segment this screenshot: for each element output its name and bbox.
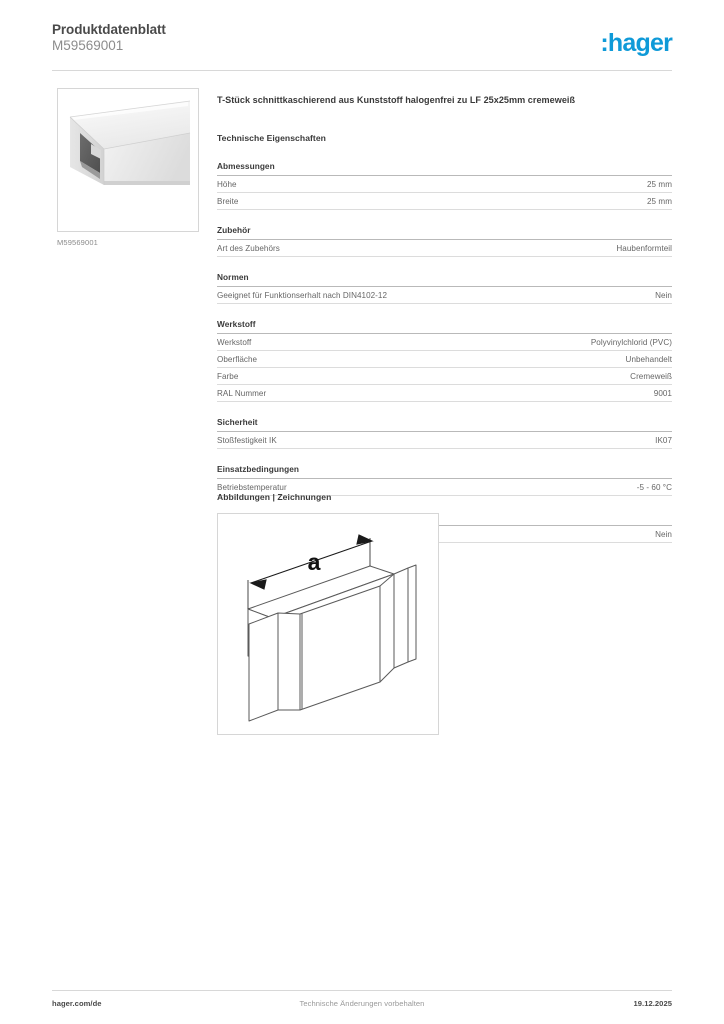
spec-label: RAL Nummer bbox=[217, 389, 267, 398]
spec-value: 9001 bbox=[653, 389, 672, 398]
footer-divider bbox=[52, 990, 672, 991]
spec-value: Nein bbox=[655, 530, 672, 539]
page-header bbox=[52, 22, 672, 70]
spec-row bbox=[217, 287, 672, 304]
spec-row bbox=[217, 193, 672, 210]
product-title: T-Stück schnittkaschierend aus Kunststoff halogenfrei zu LF 25x25mm cremeweiß bbox=[217, 95, 576, 105]
footer-website[interactable]: hager.com/de bbox=[52, 999, 102, 1008]
spec-row bbox=[217, 351, 672, 368]
spec-label: Stoßfestigkeit IK bbox=[217, 436, 277, 445]
drawings-title: Abbildungen | Zeichnungen bbox=[217, 492, 332, 502]
spec-group-title: Einsatzbedingungen bbox=[217, 464, 672, 479]
spec-value: Nein bbox=[655, 291, 672, 300]
spec-value: IK07 bbox=[655, 436, 672, 445]
spec-label: Höhe bbox=[217, 180, 237, 189]
spec-group bbox=[217, 319, 672, 402]
spec-group-title: Werkstoff bbox=[217, 319, 672, 334]
dimension-label-a: a bbox=[307, 549, 321, 575]
spec-group bbox=[217, 272, 672, 304]
spec-groups bbox=[217, 161, 672, 543]
spec-value: Haubenformteil bbox=[616, 244, 672, 253]
spec-label: Art des Zubehörs bbox=[217, 244, 280, 253]
header-divider bbox=[52, 70, 672, 71]
footer-disclaimer: Technische Änderungen vorbehalten bbox=[299, 999, 425, 1008]
spec-group bbox=[217, 225, 672, 257]
spec-label: Werkstoff bbox=[217, 338, 252, 347]
technical-drawing-t-piece bbox=[218, 514, 438, 734]
spec-label: Geeignet für Funktionserhalt nach DIN4102-12 bbox=[217, 291, 388, 300]
spec-value: Polyvinylchlorid (PVC) bbox=[590, 338, 672, 347]
spec-group bbox=[217, 417, 672, 449]
footer-date: 19.12.2025 bbox=[633, 999, 672, 1008]
spec-row bbox=[217, 385, 672, 402]
page-footer bbox=[52, 999, 672, 1008]
spec-value: 25 mm bbox=[647, 180, 672, 189]
spec-group-title: Normen bbox=[217, 272, 672, 287]
spec-label: Farbe bbox=[217, 372, 239, 381]
specs-caption: Technische Eigenschaften bbox=[217, 133, 326, 143]
spec-label: Oberfläche bbox=[217, 355, 258, 364]
spec-value: Cremeweiß bbox=[630, 372, 672, 381]
product-image-box bbox=[57, 88, 199, 232]
spec-label: Breite bbox=[217, 197, 239, 206]
spec-group bbox=[217, 161, 672, 210]
spec-group-title: Zubehör bbox=[217, 225, 672, 240]
page-title: Produktdatenblatt bbox=[52, 22, 166, 37]
spec-group-title: Abmessungen bbox=[217, 161, 672, 176]
spec-group-title: Sicherheit bbox=[217, 417, 672, 432]
product-photo-t-piece bbox=[58, 89, 198, 231]
drawings-section bbox=[217, 492, 672, 735]
spec-value: Unbehandelt bbox=[625, 355, 672, 364]
spec-row bbox=[217, 240, 672, 257]
spec-row bbox=[217, 334, 672, 351]
product-figure bbox=[57, 88, 201, 247]
specifications-panel bbox=[217, 94, 672, 543]
product-image-caption: M59569001 bbox=[57, 238, 98, 247]
spec-row bbox=[217, 432, 672, 449]
hager-logo: :hager bbox=[600, 29, 672, 57]
technical-drawing-box bbox=[217, 513, 439, 735]
spec-value: -5 - 60 °C bbox=[636, 483, 672, 492]
spec-value: 25 mm bbox=[647, 197, 672, 206]
spec-row bbox=[217, 176, 672, 193]
header-article-number: M59569001 bbox=[52, 38, 124, 53]
spec-row bbox=[217, 368, 672, 385]
spec-label: Betriebstemperatur bbox=[217, 483, 287, 492]
